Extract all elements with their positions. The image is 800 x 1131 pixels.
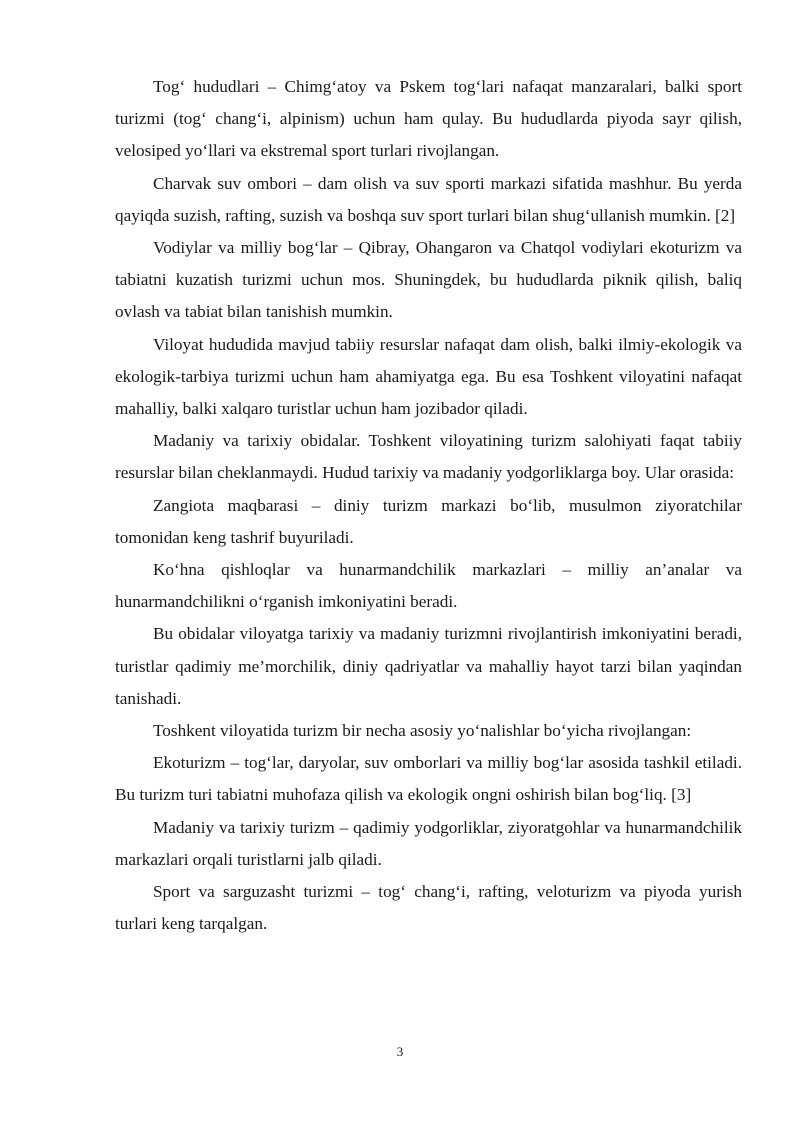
paragraph-sport-tourism: Sport va sarguzasht turizmi – tog‘ chang‘i, rafting, veloturizm va piyoda yurish turlari keng tarqalgan. [115, 882, 742, 934]
paragraph-natural-resources: Viloyat hududida mavjud tabiiy resurslar nafaqat dam olish, balki ilmiy-ekologik va ekologik-tarbiya turizmi uchun ham ahamiyatga ega. Bu esa Toshkent viloyatini nafaqat mahalliy, balki xalqaro turistlar uchun ham jozibador qiladi. [115, 334, 742, 419]
paragraph-valleys-parks: Vodiylar va milliy bog‘lar – Qibray, Ohangaron va Chatqol vodiylari ekoturizm va tabiatni kuzatish turizmi uchun mos. Shuningdek, bu hududlarda piknik qilish, baliq ovlash va tabiat bilan tanishish mumkin. [115, 238, 742, 322]
paragraph-tourism-directions: Toshkent viloyatida turizm bir necha asosiy yo‘nalishlar bo‘yicha rivojlangan: [153, 721, 692, 741]
paragraph-cultural-tourism: Madaniy va tarixiy turizm – qadimiy yodgorliklar, ziyoratgohlar va hunarmandchilik markazlari orqali turistlarni jalb qiladi. [115, 817, 742, 869]
paragraph-zangiota: Zangiota maqbarasi – diniy turizm markazi bo‘lib, musulmon ziyoratchilar tomonidan keng tashrif buyuriladi. [115, 495, 742, 547]
page-number: 3 [396, 1044, 404, 1059]
paragraph-cultural-monuments: Madaniy va tarixiy obidalar. Toshkent viloyatining turizm salohiyati faqat tabiiy resurslar bilan cheklanmaydi. Hudud tarixiy va madaniy yodgorliklarga boy. Ular orasida: [115, 431, 742, 483]
paragraph-monuments-benefit: Bu obidalar viloyatga tarixiy va madaniy turizmni rivojlantirish imkoniyatini beradi, turistlar qadimiy me’morchilik, diniy qadriyatlar va mahalliy hayot tarzi bilan yaqindan tanishadi. [115, 624, 742, 708]
paragraph-charvak-reservoir: Charvak suv ombori – dam olish va suv sporti markazi sifatida mashhur. Bu yerda qayiqda suzish, rafting, suzish va boshqa suv sport turlari bilan shug‘ullanish mumkin. [2] [115, 173, 742, 225]
paragraph-mountain-regions: Tog‘ hududlari – Chimg‘atoy va Pskem tog‘lari nafaqat manzaralari, balki sport turizmi (tog‘ chang‘i, alpinism) uchun ham qulay. Bu hududlarda piyoda sayr qilish, velosiped yo‘llari va ekstremal sport turlari rivojlangan. [115, 77, 742, 161]
body-text [115, 71, 742, 940]
paragraph-old-villages: Ko‘hna qishloqlar va hunarmandchilik markazlari – milliy an’analar va hunarmandchilikni o‘rganish imkoniyatini beradi. [115, 560, 742, 612]
paragraph-ecotourism: Ekoturizm – tog‘lar, daryolar, suv omborlari va milliy bog‘lar asosida tashkil etiladi. Bu turizm turi tabiatni muhofaza qilish va ekologik ongni oshirish bilan bog‘liq. [3] [115, 753, 742, 805]
